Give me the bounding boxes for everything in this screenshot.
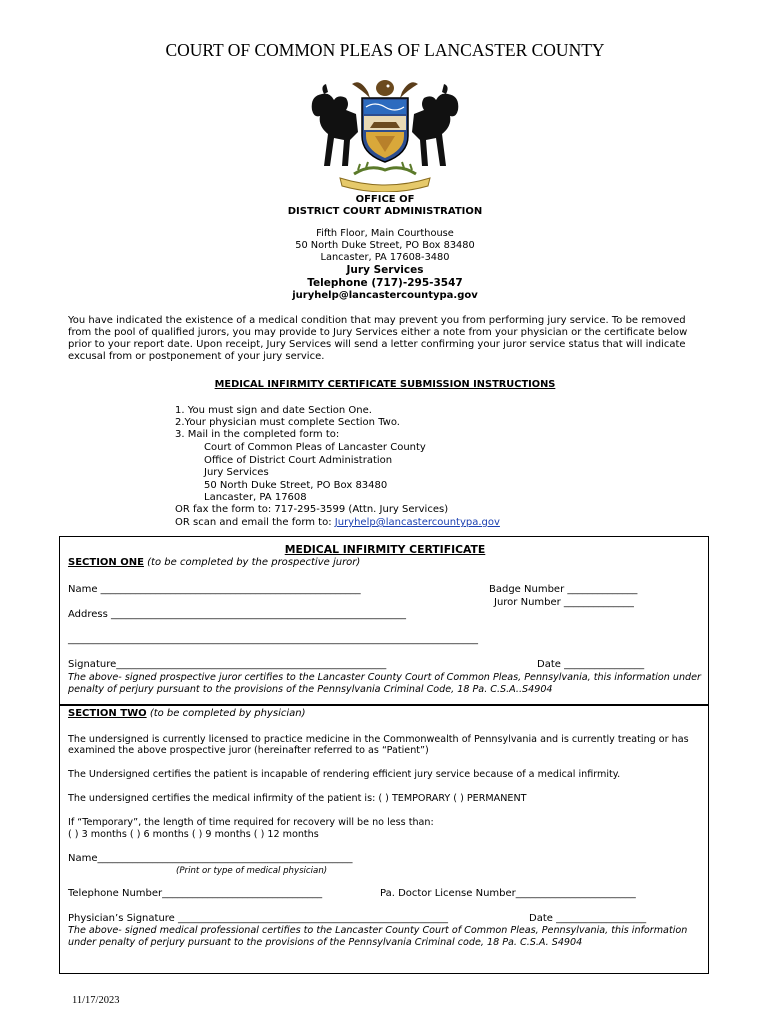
intro-line-2: from the pool of qualified jurors, you may provide to Jury Services either a note from your physician or the certificate below: [68, 327, 688, 338]
badge-number-field[interactable]: Badge Number ______________: [489, 584, 638, 595]
address-line-3: Lancaster, PA 17608-3480: [320, 252, 450, 263]
mail-address-line-2: Office of District Court Administration: [204, 455, 393, 466]
recovery-duration-options[interactable]: ( ) 3 months ( ) 6 months ( ) 9 months ( ) 12 months: [68, 829, 319, 840]
fax-instruction: OR fax the form to: 717-295-3599 (Attn. Jury Services): [175, 504, 449, 515]
address-line-1: Fifth Floor, Main Courthouse: [316, 228, 454, 239]
incapable-statement: The Undersigned certifies the patient is incapable of rendering efficient jury service because of a medical infirmity.: [68, 769, 621, 780]
footer-date: 11/17/2023: [72, 995, 120, 1006]
instruction-step-3: 3. Mail in the completed form to:: [175, 429, 340, 440]
license-statement-line-2: examined the above prospective juror (hereinafter referred to as “Patient”): [68, 745, 429, 756]
section-two-note: (to be completed by physician): [149, 708, 306, 719]
juror-address-field[interactable]: Address ___________________________________________________________: [68, 609, 407, 620]
juror-number-field[interactable]: Juror Number ______________: [494, 597, 634, 608]
mail-address-line-5: Lancaster, PA 17608: [204, 492, 307, 503]
juror-name-field[interactable]: Name ____________________________________________________: [68, 584, 361, 595]
section-two-header: [68, 708, 306, 719]
certificate-title: MEDICAL INFIRMITY CERTIFICATE: [284, 543, 486, 556]
juror-attestation-line-2: penalty of perjury pursuant to the provisions of the Pennsylvania Criminal Code, 18 Pa. C.S.A..S4904: [68, 684, 553, 695]
jury-services-label: Jury Services: [346, 264, 424, 276]
doctor-license-field[interactable]: Pa. Doctor License Number________________________: [380, 888, 636, 899]
mail-address-line-3: Jury Services: [204, 467, 269, 478]
court-title: COURT OF COMMON PLEAS OF LANCASTER COUNTY: [165, 40, 605, 60]
temporary-recovery-statement: If “Temporary”, the length of time required for recovery will be no less than:: [68, 817, 434, 828]
juror-signature-field[interactable]: Signature______________________________________________________: [68, 659, 387, 670]
eagle-icon: [352, 80, 418, 98]
instruction-step-1: 1. You must sign and date Section One.: [175, 405, 372, 416]
juror-date-field[interactable]: Date ________________: [537, 659, 645, 670]
office-line-1: OFFICE OF: [355, 194, 415, 205]
scan-email-link[interactable]: Juryhelp@lancastercountypa.gov: [334, 517, 500, 528]
telephone-number: Telephone (717)-295-3547: [307, 277, 463, 289]
infirmity-type-options[interactable]: The undersigned certifies the medical infirmity of the patient is: ( ) TEMPORARY ( ) PERMANENT: [68, 793, 527, 804]
address-line-2: 50 North Duke Street, PO Box 83480: [295, 240, 475, 251]
physician-name-field[interactable]: Name___________________________________________________: [68, 853, 353, 864]
office-line-2: DISTRICT COURT ADMINISTRATION: [287, 206, 483, 217]
instructions-heading: MEDICAL INFIRMITY CERTIFICATE SUBMISSION INSTRUCTIONS: [214, 379, 556, 390]
physician-attestation-line-2: under penalty of perjury pursuant to the provisions of the Pennsylvania Criminal code, 18 Pa. C.S.A. S4904: [68, 937, 583, 948]
intro-line-3: prior to your report date. Upon receipt, Jury Services will send a letter confirming your juror service status that will indicate: [68, 339, 686, 350]
physician-attestation-line-1: The above- signed medical professional certifies to the Lancaster County Court of Common Pleas, Pennsylvania, this information: [68, 925, 688, 936]
section-one-note: (to be completed by the prospective juror): [147, 557, 361, 568]
physician-signature-field[interactable]: Physician’s Signature ______________________________________________________: [68, 913, 449, 924]
section-two-label: SECTION TWO: [68, 708, 147, 719]
mail-address-line-1: Court of Common Pleas of Lancaster County: [204, 442, 426, 453]
juror-address-field-line-2[interactable]: __________________________________________________________________________________: [68, 634, 478, 645]
coat-of-arms-seal: [300, 70, 470, 192]
scan-instruction-prefix: OR scan and email the form to:: [175, 517, 332, 528]
physician-date-field[interactable]: Date __________________: [529, 913, 647, 924]
physician-telephone-field[interactable]: Telephone Number________________________________: [68, 888, 323, 899]
instruction-step-2: 2.Your physician must complete Section Two.: [175, 417, 400, 428]
license-statement-line-1: The undersigned is currently licensed to practice medicine in the Commonwealth of Pennsylvania and is currently treating or has: [68, 734, 689, 745]
intro-line-1: You have indicated the existence of a medical condition that may prevent you from performing jury service. To be removed: [68, 315, 686, 326]
header-email: juryhelp@lancastercountypa.gov: [292, 290, 478, 301]
horse-left-icon: [312, 84, 358, 166]
section-one-header: [68, 557, 360, 568]
physician-name-note: (Print or type of medical physician): [176, 866, 328, 876]
mail-address-line-4: 50 North Duke Street, PO Box 83480: [204, 480, 388, 491]
section-one-label: SECTION ONE: [68, 557, 144, 568]
intro-line-4: excusal from or postponement of your jury service.: [68, 351, 325, 362]
shield-icon: [362, 98, 408, 162]
horse-right-icon: [412, 84, 458, 166]
scan-instruction: [175, 517, 500, 528]
juror-attestation-line-1: The above- signed prospective juror certifies to the Lancaster County Court of Common Pleas, Pennsylvania, this information under: [68, 672, 701, 683]
